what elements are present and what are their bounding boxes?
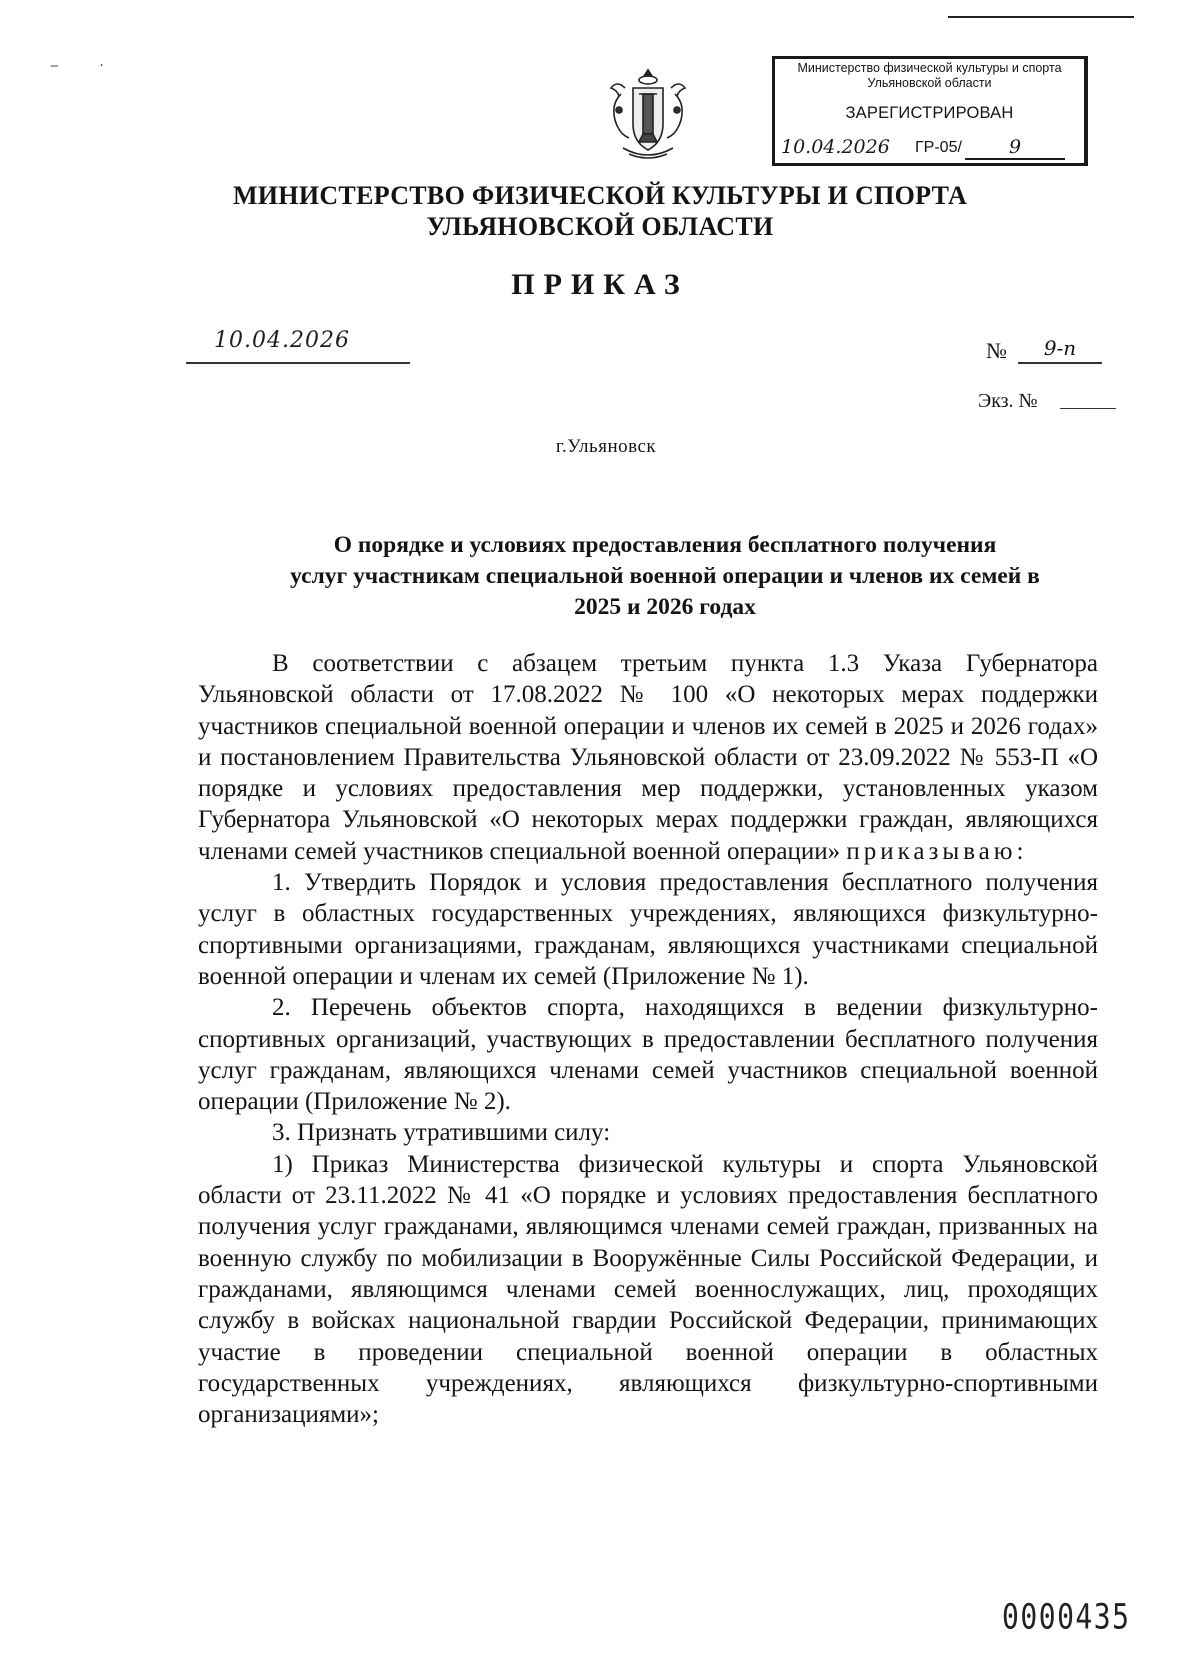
item-2: 2. Перечень объектов спорта, находящихся в ведении физкультурно-спортивных организаций, участвующих в предоставлении бесплатного получения услуг гражданам, являющихся членами семей участников специальной военной операции (Приложение № 2). (198, 994, 1098, 1116)
ministry-line2: УЛЬЯНОВСКОЙ ОБЛАСТИ (426, 212, 774, 241)
item-1: 1. Утвердить Порядок и условия предоставления бесплатного получения услуг в областных государственных учреждениях, являющихся физкультурно-спортивными организациями, гражданам, являющихся участниками специальной военной операции и членам их семей (Приложение № 1). (198, 869, 1098, 990)
ministry-name (0, 180, 1200, 242)
preamble-paragraph (198, 648, 1098, 867)
stamp-number: 9 (965, 136, 1065, 160)
order-word: приказываю: (846, 837, 1028, 865)
stamp-date: 10.04.2026 (781, 136, 890, 158)
item-3: 3. Признать утратившими силу: (272, 1119, 611, 1147)
scan-artifact: ‒ · (50, 58, 122, 74)
stamp-status: ЗАРЕГИСТРИРОВАН (845, 104, 1014, 122)
stamp-org-line1: Министерство физической культуры и спорта (797, 61, 1062, 75)
stamp-organization (775, 61, 1084, 91)
preamble-text: В соответствии с абзацем третьим пункта 1.3 Указа Губернатора Ульяновской области от 17.08.2022 № 100 «О некоторых мерах поддержки участников специальной военной операции и членов их семей в 2025 и 2026 годах» и постановлением Правительства Ульяновской области от 23.09.2022 № 553-П «О порядке и условиях предоставления мер поддержки, установленных указом Губернатора Ульяновской «О некоторых мерах поддержки граждан, являющихся членами семей участников специальной военной операции» (198, 650, 1098, 865)
number-sign: № (986, 338, 1007, 363)
stamp-org-line2: Ульяновской области (867, 76, 992, 90)
coat-of-arms-icon (603, 64, 693, 164)
item-3-1: 1) Приказ Министерства физической культуры и спорта Ульяновской области от 23.11.2022 № 41 «О порядке и условиях предоставления бесплатного получения услуг гражданами, являющимся членами семей граждан, призванных на военную службу по мобилизации в Вооружённые Силы Российской Федерации, и гражданами, являющимся членами семей военнослужащих, лиц, проходящих службу в войсках национальной гвардии Российской Федерации, принимающих участие в проведении специальной военной операции в областных государственных учреждениях, являющихся физкультурно-спортивными организациями»; (198, 1150, 1098, 1429)
ministry-line1: МИНИСТЕРСТВО ФИЗИЧЕСКОЙ КУЛЬТУРЫ И СПОРТА (232, 181, 968, 210)
registration-stamp (772, 56, 1088, 166)
document-date-field (186, 328, 410, 364)
title-line2: услуг участникам специальной военной операции и членов их семей в (290, 563, 1040, 589)
document-body (198, 648, 1098, 1430)
stamp-registration-line (781, 136, 1077, 162)
title-line1: О порядке и условиях предоставления бесплатного получения (333, 532, 997, 558)
title-line3: 2025 и 2026 годах (574, 594, 756, 620)
top-rule (948, 16, 1134, 18)
document-date: 10.04.2026 (214, 328, 350, 353)
stamp-number-prefix: ГР-05/ (915, 139, 962, 156)
document-number: 9-п (1018, 336, 1102, 364)
document-city: г.Ульяновск (555, 436, 657, 457)
serial-number: 0000435 (1002, 1596, 1131, 1638)
document-type: ПРИКАЗ (511, 268, 689, 301)
copy-number-label: Экз. № (978, 390, 1038, 412)
copy-number-blank (1060, 408, 1116, 409)
document-title (240, 530, 1090, 623)
